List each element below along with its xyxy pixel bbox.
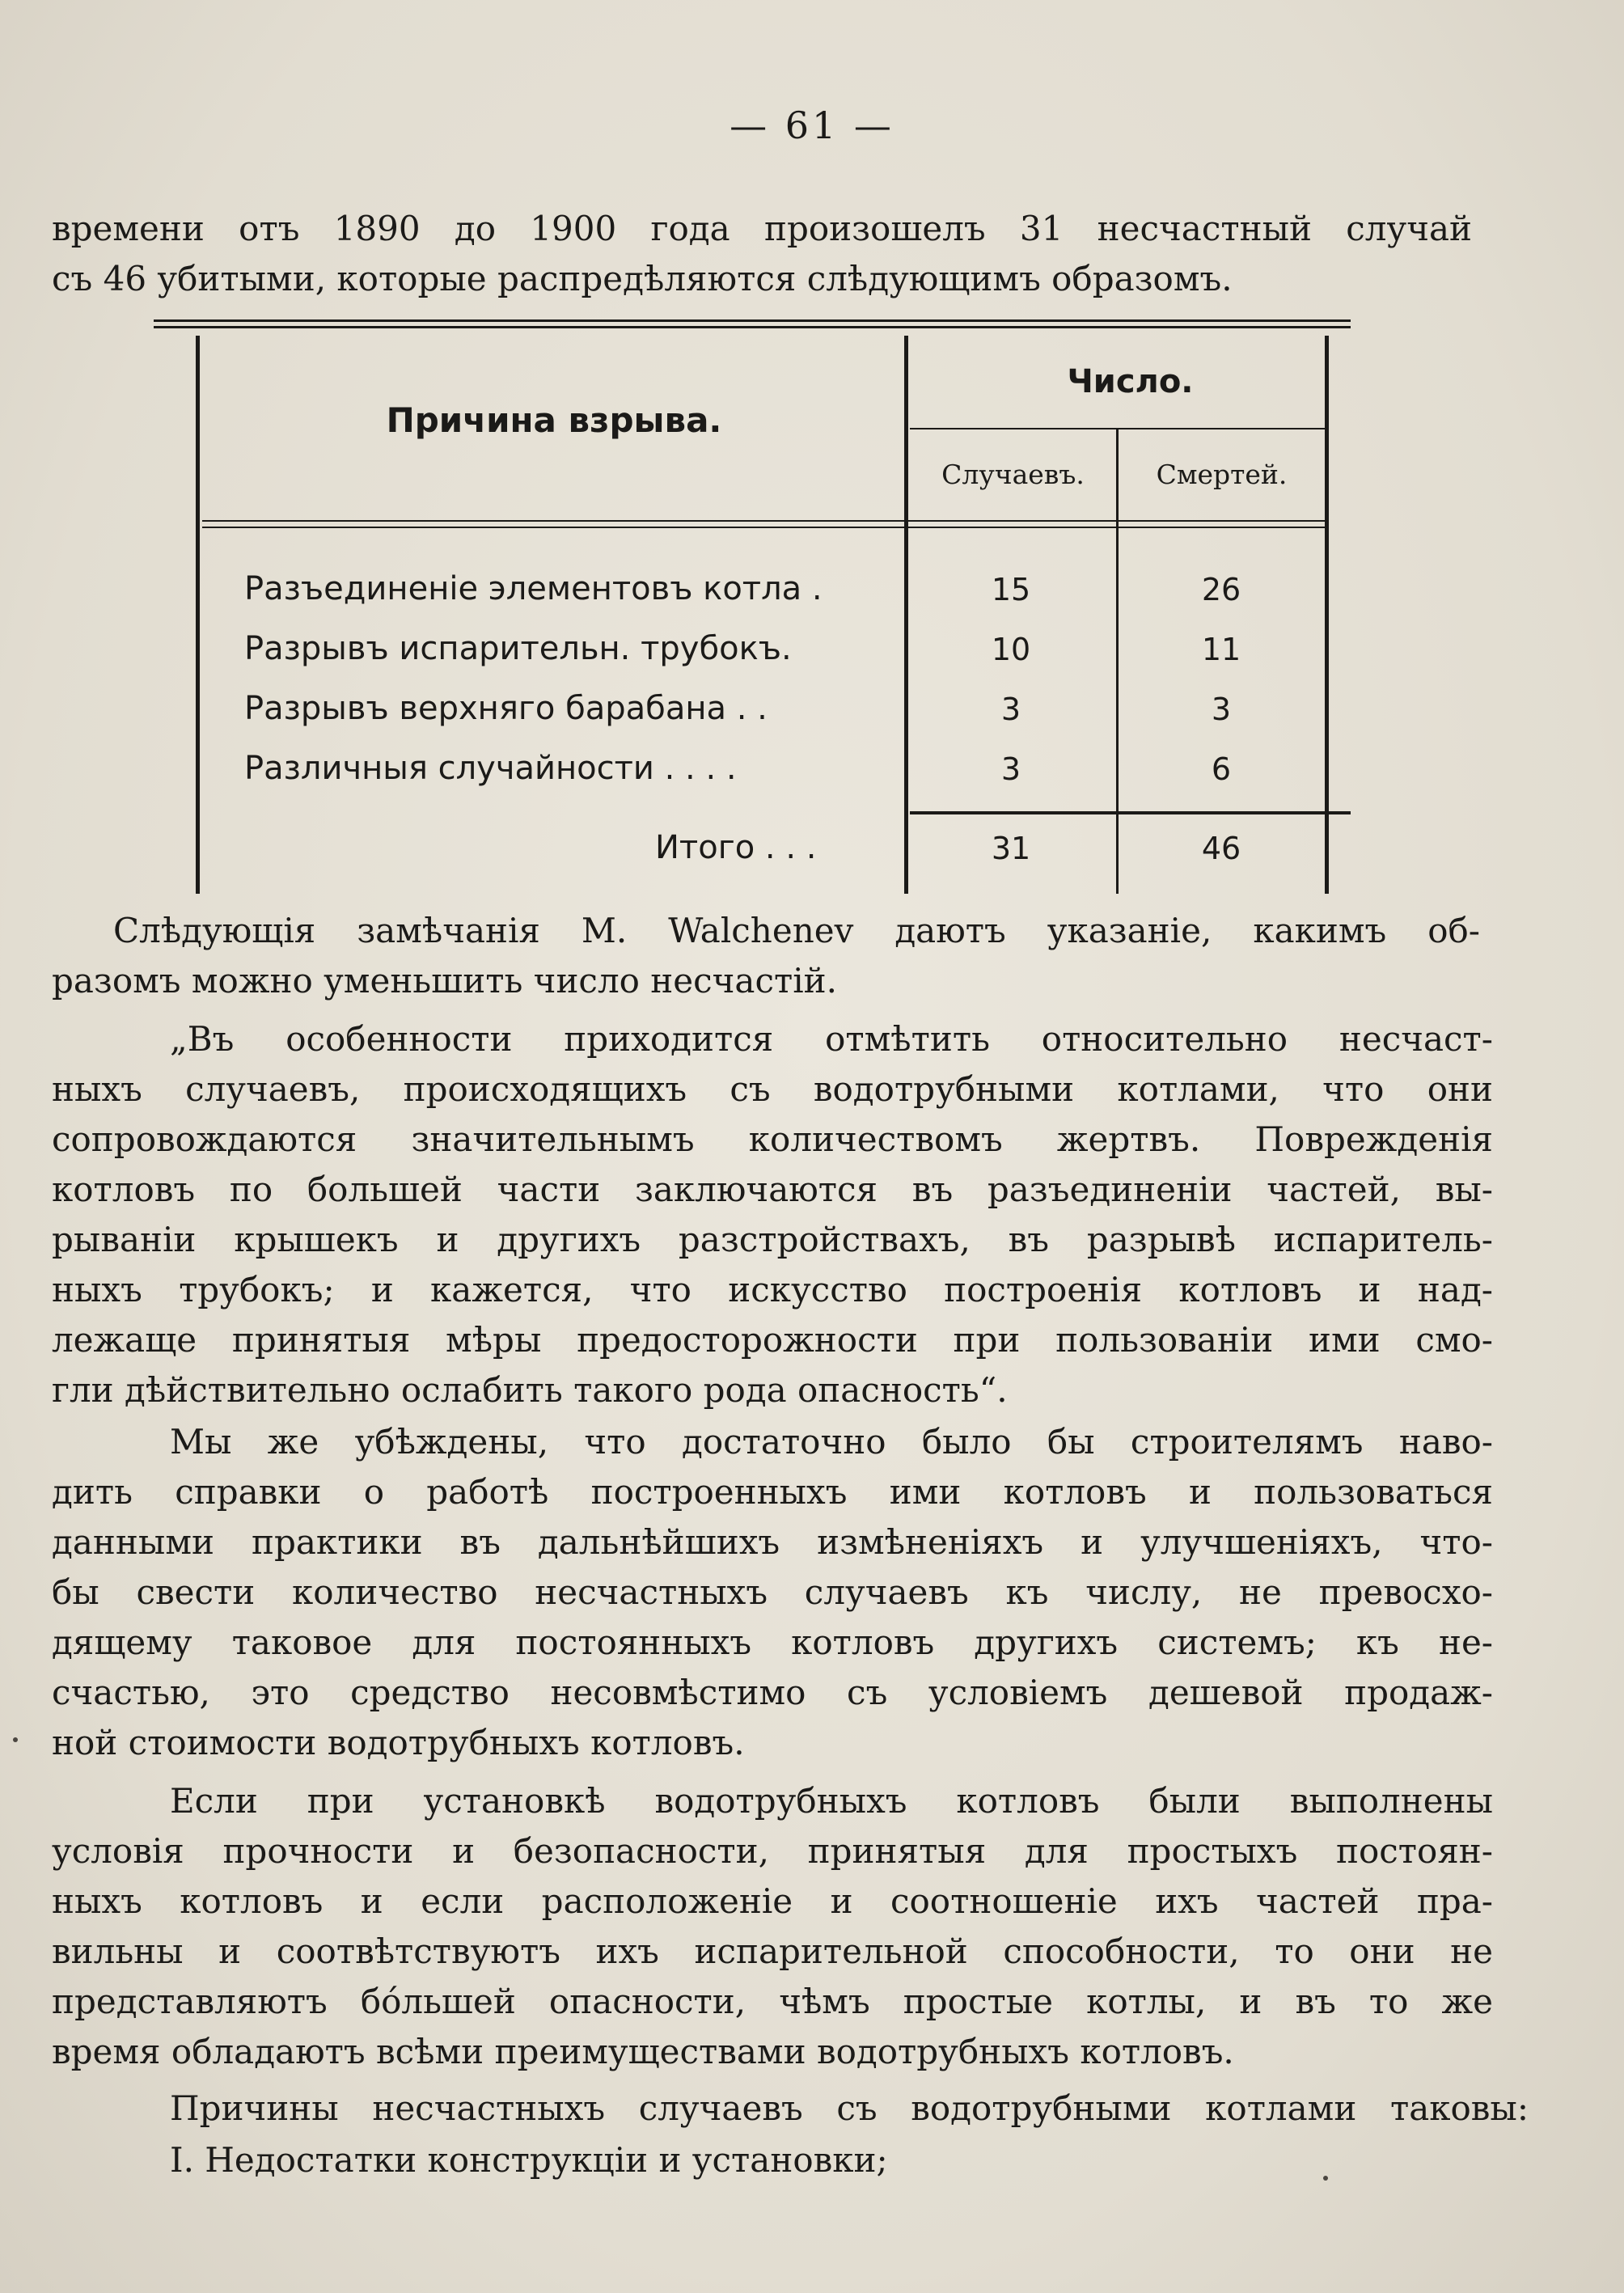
row-cases: 3 <box>1000 692 1021 727</box>
paragraph-quote <box>52 1014 1493 1415</box>
row-cause: Разрывъ испарительн. трубокъ. <box>244 630 792 667</box>
table-top-rule <box>154 319 1351 322</box>
text-line: дить справки о работѣ построенныхъ ими котловъ и пользоваться <box>52 1472 1493 1512</box>
text-line: Если при установкѣ водотрубныхъ котловъ были выполнены <box>170 1781 1493 1821</box>
text-line: лежаще принятыя мѣры предосторожности при пользованiи ими смо- <box>52 1320 1493 1360</box>
paragraph-causes-intro <box>170 2084 1529 2134</box>
header-deaths: Смертей. <box>1156 459 1288 490</box>
text-line: „Въ особенности приходится отмѣтить относительно несчаст- <box>170 1019 1493 1059</box>
row-deaths: 26 <box>1201 572 1241 607</box>
intro-line: времени отъ 1890 до 1900 года произошелъ 31 несчастный случай <box>52 209 1472 248</box>
row-cases: 10 <box>991 632 1031 667</box>
table-header-rule <box>202 527 1325 528</box>
explosion-causes-table <box>154 319 1351 894</box>
total-deaths: 46 <box>1201 831 1241 866</box>
paragraph-conviction <box>52 1417 1493 1768</box>
text-line: время обладаютъ всѣми преимуществами водотрубныхъ котловъ. <box>52 2032 1234 2071</box>
header-count: Число. <box>1067 363 1194 400</box>
text-line: ныхъ трубокъ; и кажется, что искусство построенiя котловъ и над- <box>52 1270 1493 1309</box>
text-line: бы свести количество несчастныхъ случаевъ къ числу, не превосхо- <box>52 1572 1493 1612</box>
text-line: счастью, это средство несовмѣстимо съ условiемъ дешевой продаж- <box>52 1673 1493 1712</box>
table-top-rule <box>154 326 1351 328</box>
text-line: I. Недостатки конструкцiи и установки; <box>170 2140 888 2180</box>
text-line: ныхъ котловъ и если расположенiе и соотношенiе ихъ частей пра- <box>52 1881 1493 1921</box>
text-line: ныхъ случаевъ, происходящихъ съ водотрубными котлами, что они <box>52 1069 1493 1109</box>
speck-mark <box>1323 2176 1328 2181</box>
row-deaths: 6 <box>1211 751 1232 787</box>
table-header-rule <box>910 428 1325 429</box>
row-deaths: 3 <box>1211 692 1232 727</box>
table-right-rule <box>1325 336 1329 894</box>
table-left-rule <box>196 336 200 894</box>
text-line: Причины несчастныхъ случаевъ съ водотрубными котлами таковы: <box>170 2088 1529 2128</box>
total-cases: 31 <box>991 831 1031 866</box>
text-line: сопровождаются значительнымъ количествомъ жертвъ. Поврежденiя <box>52 1119 1493 1159</box>
total-label: Итого . . . <box>655 829 817 866</box>
row-cause: Разрывъ верхняго барабана . . <box>244 690 768 727</box>
row-cause: Различныя случайности . . . . <box>244 750 737 787</box>
row-cases: 15 <box>991 572 1031 607</box>
table-total-rule <box>910 811 1351 814</box>
text-line: гли дѣйствительно ослабить такого рода опасность“. <box>52 1370 1008 1410</box>
intro-line: съ 46 убитыми, которые распредѣляются слѣдующимъ образомъ. <box>52 259 1233 298</box>
text-line: дящему таковое для постоянныхъ котловъ другихъ системъ; къ не- <box>52 1622 1493 1662</box>
text-line: разомъ можно уменьшить число несчастiй. <box>52 961 837 1001</box>
text-line: рыванiи крышекъ и другихъ разстройствахъ, въ разрывѣ испаритель- <box>52 1220 1493 1259</box>
page-number: — 61 — <box>730 104 894 147</box>
text-line: данными практики въ дальнѣйшихъ измѣненiяхъ и улучшенiяхъ, что- <box>52 1522 1493 1562</box>
paragraph-installation <box>52 1776 1493 2077</box>
row-deaths: 11 <box>1201 632 1241 667</box>
text-line: вильны и соотвѣтствуютъ ихъ испарительной способности, то они не <box>52 1931 1493 1971</box>
text-line: котловъ по большей части заключаются въ разъединенiи частей, вы- <box>52 1170 1493 1209</box>
intro-paragraph <box>52 204 1472 304</box>
header-cause: Причина взрыва. <box>386 400 722 440</box>
row-cases: 3 <box>1000 751 1021 787</box>
text-line: представляютъ бо́льшей опасности, чѣмъ простые котлы, и въ то же <box>52 1982 1493 2021</box>
text-line: ной стоимости водотрубныхъ котловъ. <box>52 1723 745 1762</box>
text-line: Слѣдующiя замѣчанiя M. Walchenev даютъ указанiе, какимъ об- <box>113 911 1480 950</box>
text-line: условiя прочности и безопасности, принятыя для простыхъ постоян- <box>52 1831 1493 1871</box>
header-cases: Случаевъ. <box>941 459 1085 490</box>
speck-mark <box>13 1737 18 1742</box>
table-sub-divider-rule <box>1116 428 1119 894</box>
row-cause: Разъединенiе элементовъ котла . <box>244 570 823 607</box>
paragraph-remarks <box>52 906 1480 1006</box>
table-header-rule <box>202 520 1325 522</box>
text-line: Мы же убѣждены, что достаточно было бы строителямъ наво- <box>170 1422 1493 1462</box>
